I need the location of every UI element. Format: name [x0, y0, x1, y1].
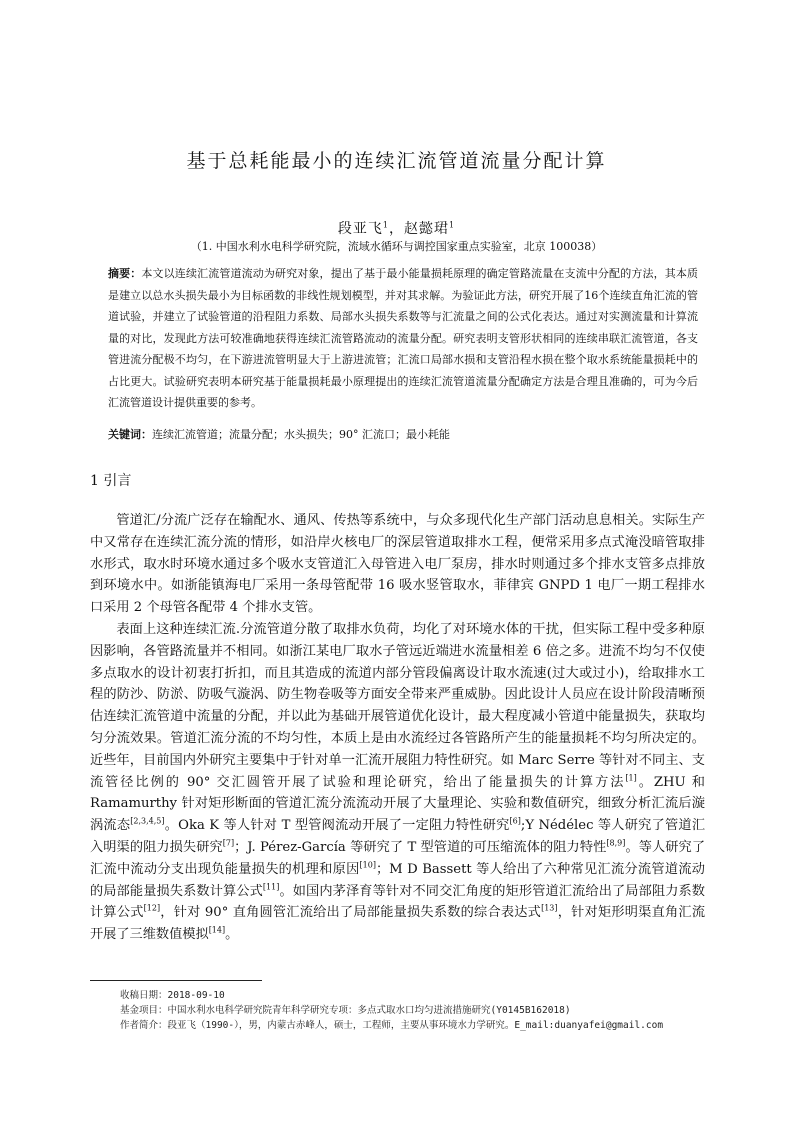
footnotes — [120, 988, 720, 1033]
author-1-affil-mark: 1 — [382, 220, 389, 230]
text-run: 。如国内茅泽育等针对不同交汇角度的矩形管道汇流给出了局部阻力系数计算公式 — [90, 883, 705, 921]
citation: [10] — [359, 860, 376, 870]
citation: [2,3,4,5] — [130, 816, 165, 826]
citation: [8,9] — [606, 838, 626, 848]
footnote-funding: 基金项目：中国水利水电科学研究院青年科学研究专项：多点式取水口均匀进流措施研究(Y0145B162018) — [120, 1005, 571, 1016]
author-line — [0, 218, 793, 238]
abstract-text: 本文以连续汇流管道流动为研究对象，提出了基于最小能量损耗原理的确定管路流量在支流中分配的方法，其本质是建立以总水头损失最小为目标函数的非线性规划模型，并对其求解。为验证此方法，研究开展了16个连续直角汇流的管道试验，并建立了试验管道的沿程阻力系数、局部水头损失系数等与汇流量之间的公式化表达。通过对实测流量和计算流量的对比，发现此方法可较准确地获得连续汇流管路流动的流量分配。研究表明支管形状相同的连续串联汇流管道，各支管进流分配极不均匀，在下游进流管明显大于上游进流管；汇流口局部水损和支管沿程水损在整个取水系统能量损耗中的占比更大。试验研究表明本研究基于能量损耗最小原理提出的连续汇流管道流量分配确定方法是合理且准确的，可为今后汇流管道设计提供重要的参考。 — [108, 267, 698, 409]
text-run: ，针对 90° 直角圆管汇流给出了局部能量损失系数的综合表达式 — [160, 905, 542, 921]
text-run: ，针对矩形明渠直角汇流开展了三维数值模拟 — [90, 905, 706, 943]
citation: [12] — [143, 903, 161, 913]
author-1: 段亚飞 — [337, 221, 383, 237]
citation: [7] — [222, 838, 235, 848]
text-run: 。Oka K 等人针对 T 型管阀流动开展了一定阻力特性研究 — [164, 818, 510, 834]
footnote-received: 收稿日期：2018-09-10 — [120, 990, 225, 1001]
paragraph-1: 管道汇/分流广泛存在输配水、通风、传热等系统中，与众多现代化生产部门活动息息相关。实际生产中又常存在连续汇流分流的情形，如沿岸火核电厂的深层管道取排水工程，便常采用多点式淹没暗管取排水形式，取水时环境水通过多个吸水支管道汇入母管进入电厂泵房，排水时则通过多个排水支管多点排放到环境水中。如浙能镇海电厂采用一条母管配带 16 吸水竖管取水，菲律宾 GNPD 1 电厂一期工程排水口采用 2 个母管各配带 4 个排水支管。 — [90, 513, 705, 616]
keywords-label: 关键词： — [108, 428, 152, 441]
citation: [14] — [208, 925, 226, 935]
text-run: 。等人研究了汇流中流动分支出现负能量损失的机理和原因 — [90, 839, 706, 877]
text-run: ；J. Pérez-García 等研究了 T 型管道的可压缩流体的阻力特性 — [234, 839, 607, 855]
footnote-author-bio: 作者简介：段亚飞（1990-），男，内蒙古赤峰人，硕士，工程师，主要从事环境水力学研究。E_mail:duanyafei@gmail.com — [120, 1020, 664, 1031]
text-run: ；M D Bassett 等人给出了六种常见汇流分流管道流动的局部能量损失系数计算公式 — [90, 861, 705, 899]
text-run: 。 — [225, 927, 239, 943]
author-separator: ， — [389, 221, 404, 237]
section-heading: 1 引言 — [90, 473, 132, 489]
citation: [1] — [625, 773, 637, 783]
text-run: ;Y Nédélec 等人研究了管道汇入明渠的阻力损失研究 — [90, 818, 706, 855]
body-text — [90, 510, 705, 946]
paper-title: 基于总耗能最小的连续汇流管道流量分配计算 — [186, 150, 607, 172]
text-run: 表面上这种连续汇流.分流管道分散了取排水负荷，均化了对环境水体的干扰，但实际工程中受多种原因影响，各管路流量并不相同。如浙江某电厂取水子管远近端进水流量相差 6 倍之多。进流不均匀不仅使多点取水的设计初衷打折扣，而且其造成的流道内部分管段偏离设计取水流速(过大或过小)，给取排水工程的防沙、防淤、防吸气漩涡、防生物卷吸等方面安全带来严重威胁。因此设计人员应在设计阶段清晰预估连续汇流管道中流量的分配，并以此为基础开展管道优化设计，最大程度减小管道中能量损失，获取均匀分流效果。管道汇流分流的不均匀性，本质上是由水流经过各管路所产生的能量损耗不均匀所决定的。近些年，目前国内外研究主要集中于针对单一汇流开展阻力特性研究。如 Marc Serre 等针对不同主、支流管径比例的 90° 交汇圆管开展了试验和理论研究，给出了能量损失的计算方法 — [90, 621, 705, 790]
text-run: 。ZHU 和 Ramamurthy 针对矩形断面的管道汇流分流流动开展了大量理论、实验和数值研究，细致分析汇流后漩涡流态 — [90, 774, 705, 834]
footnote-divider — [90, 980, 262, 981]
paragraph-2 — [90, 619, 705, 946]
affiliation: （1. 中国水利水电科学研究院，流域水循环与调控国家重点实验室，北京 100038） — [190, 240, 603, 253]
keywords — [108, 426, 698, 444]
abstract — [108, 263, 698, 414]
author-2: 赵懿珺 — [404, 221, 449, 237]
citation: [13] — [541, 903, 558, 913]
abstract-label: 摘要： — [108, 267, 142, 280]
citation: [11] — [262, 882, 280, 892]
author-2-affil-mark: 1 — [449, 220, 456, 230]
keywords-text: 连续汇流管道；流量分配；水头损失；90° 汇流口；最小耗能 — [152, 428, 450, 441]
citation: [6] — [509, 816, 521, 826]
